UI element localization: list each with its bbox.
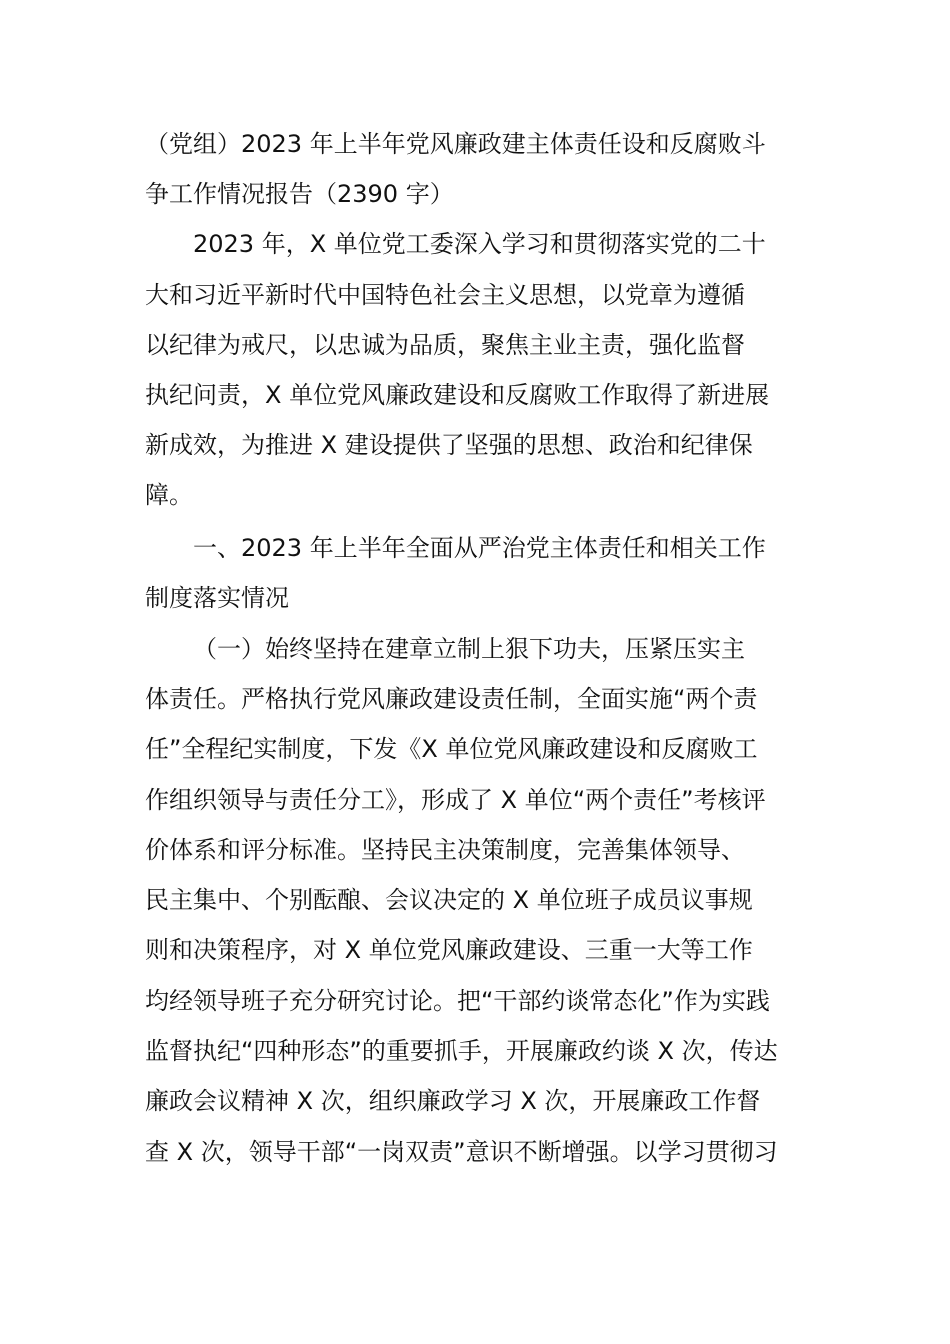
intro-line-3: 以纪律为戒尺，以忠诚为品质，聚焦主业主责，强化监督 — [145, 331, 745, 359]
sub-section-line-6: 民主集中、个别酝酿、会议决定的 X 单位班子成员议事规 — [145, 886, 753, 914]
section-heading-line-1: 一、2023 年上半年全面从严治党主体责任和相关工作 — [193, 534, 766, 562]
intro-line-1: 2023 年，X 单位党工委深入学习和贯彻落实党的二十 — [193, 230, 766, 258]
intro-line-4: 执纪问责，X 单位党风廉政建设和反腐败工作取得了新进展 — [145, 381, 770, 409]
intro-line-2: 大和习近平新时代中国特色社会主义思想，以党章为遵循 — [145, 281, 745, 309]
sub-section-line-4: 作组织领导与责任分工》，形成了 X 单位“两个责任”考核评 — [145, 786, 766, 814]
sub-section-line-5: 价体系和评分标准。坚持民主决策制度，完善集体领导、 — [145, 836, 745, 864]
sub-section-line-2: 体责任。严格执行党风廉政建设责任制，全面实施“两个责 — [145, 685, 758, 713]
sub-section-line-1: （一）始终坚持在建章立制上狠下功夫，压紧压实主 — [193, 635, 745, 663]
sub-section-line-10: 廉政会议精神 X 次，组织廉政学习 X 次，开展廉政工作督 — [145, 1087, 761, 1115]
sub-section-line-9: 监督执纪“四种形态”的重要抓手，开展廉政约谈 X 次，传达 — [145, 1037, 778, 1065]
intro-line-5: 新成效，为推进 X 建设提供了坚强的思想、政治和纪律保 — [145, 431, 753, 459]
sub-section-line-11: 查 X 次，领导干部“一岗双责”意识不断增强。以学习贯彻习 — [145, 1138, 778, 1166]
sub-section-line-3: 任”全程纪实制度，下发《X 单位党风廉政建设和反腐败工 — [145, 735, 758, 763]
intro-line-6: 障。 — [145, 481, 193, 509]
title-line-2: 争工作情况报告（2390 字） — [145, 180, 454, 208]
section-heading-line-2: 制度落实情况 — [145, 584, 289, 612]
sub-section-line-7: 则和决策程序，对 X 单位党风廉政建设、三重一大等工作 — [145, 936, 753, 964]
sub-section-line-8: 均经领导班子充分研究讨论。把“干部约谈常态化”作为实践 — [145, 987, 770, 1015]
title-line-1: （党组）2023 年上半年党风廉政建主体责任设和反腐败斗 — [145, 130, 766, 158]
